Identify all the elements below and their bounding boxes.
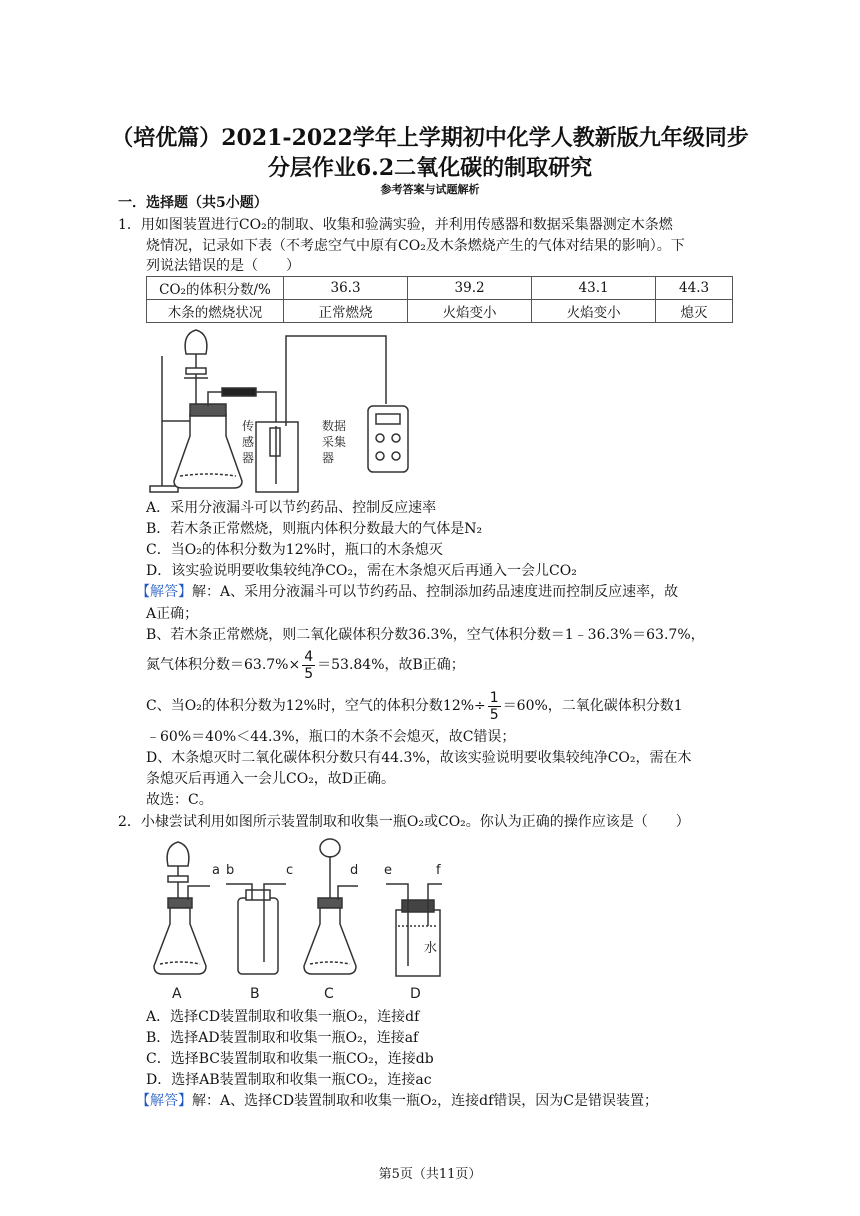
- q2-option-d: D．选择AB装置制取和收集一瓶CO₂，连接ac: [146, 1072, 432, 1088]
- table-row: [147, 300, 733, 323]
- q1-answer-line-5: C、当O₂的体积分数为12%时，空气的体积分数12%÷ $\frac{1}{5}$ ＝60%，二氧化碳体积分数1: [146, 689, 683, 723]
- table-cell: 39.2: [408, 277, 532, 300]
- q1-option-a: A．采用分液漏斗可以节约药品、控制反应速率: [146, 500, 437, 516]
- document-title-line-1: （培优篇）2021-2022学年上学期初中化学人教新版九年级同步: [111, 125, 749, 151]
- q1-answer-line-6: ﹣60%＝40%＜44.3%，瓶口的木条不会熄灭，故C错误；: [146, 729, 516, 745]
- apparatus-c: [304, 839, 358, 974]
- q1-data-table: [146, 276, 733, 323]
- apparatus-b: [226, 884, 286, 974]
- table-cell: 36.3: [284, 277, 408, 300]
- apparatus-a: [154, 842, 210, 974]
- label-apparatus-d: D: [410, 986, 421, 1002]
- label-apparatus-c: C: [324, 986, 334, 1002]
- table-cell: CO₂的体积分数/%: [147, 277, 284, 300]
- table-cell: 正常燃烧: [284, 300, 408, 323]
- q1-answer-line-1: 【解答】解：A、采用分液漏斗可以节约药品、控制添加药品速度进而控制反应速率，故: [136, 584, 679, 600]
- document-subtitle: 参考答案与试题解析: [380, 183, 480, 196]
- q2-apparatus-figure: [146, 836, 446, 1006]
- document-title-line-2: 分层作业6.2二氧化碳的制取研究: [267, 155, 593, 181]
- page-footer: 第5页（共11页）: [378, 1167, 482, 1182]
- q1-option-d: D．该实验说明要收集较纯净CO₂，需在木条熄灭后再通入一会儿CO₂: [146, 563, 577, 579]
- table-row: [147, 277, 733, 300]
- answer-tag: 【解答】: [136, 584, 192, 600]
- stand-base: [150, 486, 178, 492]
- label-a: a: [212, 863, 220, 878]
- sensor-label: 传: [242, 419, 255, 433]
- q1-answer-line-3: B、若木条正常燃烧，则二氧化碳体积分数36.3%，空气体积分数＝1﹣36.3%＝63.7%，: [146, 627, 705, 643]
- separatory-funnel: [185, 330, 207, 354]
- q1-answer-line-7: D、木条熄灭时二氧化碳体积分数只有44.3%，故该实验说明要收集较纯净CO₂，需在木: [146, 750, 692, 766]
- collector-label: 数据: [322, 419, 347, 433]
- table-cell: 木条的燃烧状况: [147, 300, 284, 323]
- label-c: c: [286, 863, 294, 878]
- q1-answer-line-9: 故选：C。: [146, 792, 213, 808]
- q1-option-b: B．若木条正常燃烧，则瓶内体积分数最大的气体是N₂: [146, 521, 483, 537]
- sensor-label: 感: [242, 435, 255, 449]
- q2-answer-line-1: 【解答】解：A、选择CD装置制取和收集一瓶O₂，连接df错误，因为C是错误装置；: [136, 1093, 658, 1109]
- q1-apparatus-figure: [146, 326, 446, 498]
- label-e: e: [384, 863, 392, 878]
- q1-stem-line-1: 1．用如图装置进行CO₂的制取、收集和验满实验，并利用传感器和数据采集器测定木条燃: [118, 217, 673, 233]
- table-cell: 火焰变小: [408, 300, 532, 323]
- table-cell: 43.1: [532, 277, 656, 300]
- q1-stem-line-3: 列说法错误的是（ ）: [146, 258, 300, 274]
- q1-answer-line-2: A正确；: [146, 606, 199, 622]
- q2-option-a: A．选择CD装置制取和收集一瓶O₂，连接df: [146, 1009, 420, 1025]
- apparatus-d: [386, 884, 442, 976]
- q1-stem-line-2: 烧情况，记录如下表（不考虑空气中原有CO₂及木条燃烧产生的气体对结果的影响）。下: [146, 238, 685, 254]
- conical-flask: [174, 414, 242, 488]
- table-cell: 熄灭: [656, 300, 733, 323]
- q1-answer-line-8: 条熄灭后再通入一会儿CO₂，故D正确。: [146, 771, 396, 787]
- label-apparatus-b: B: [250, 986, 260, 1002]
- label-water: 水: [424, 941, 438, 956]
- section-heading: 一．选择题（共5小题）: [118, 195, 268, 211]
- fraction: $\frac{4}{5}$: [304, 648, 314, 682]
- rubber-connector: [222, 388, 256, 396]
- q1-option-c: C．当O₂的体积分数为12%时，瓶口的木条熄灭: [146, 542, 443, 558]
- q2-option-b: B．选择AD装置制取和收集一瓶O₂，连接af: [146, 1030, 419, 1046]
- label-b: b: [226, 863, 235, 878]
- collector-label: 器: [322, 451, 335, 465]
- fraction: $\frac{1}{5}$: [489, 689, 499, 723]
- gas-bottle: [256, 422, 298, 492]
- q2-option-c: C．选择BC装置制取和收集一瓶CO₂，连接db: [146, 1051, 434, 1067]
- table-cell: 火焰变小: [532, 300, 656, 323]
- q2-stem: 2．小棣尝试利用如图所示装置制取和收集一瓶O₂或CO₂。你认为正确的操作应该是（ ）: [118, 814, 690, 830]
- label-apparatus-a: A: [172, 986, 182, 1002]
- label-f: f: [436, 863, 441, 878]
- q1-answer-line-4: 氮气体积分数＝63.7%× $\frac{4}{5}$ ＝53.84%，故B正确；: [146, 648, 465, 682]
- label-d: d: [350, 863, 359, 878]
- table-cell: 44.3: [656, 277, 733, 300]
- collector-label: 采集: [322, 435, 347, 449]
- answer-tag: 【解答】: [136, 1093, 192, 1109]
- sensor-label: 器: [242, 451, 255, 465]
